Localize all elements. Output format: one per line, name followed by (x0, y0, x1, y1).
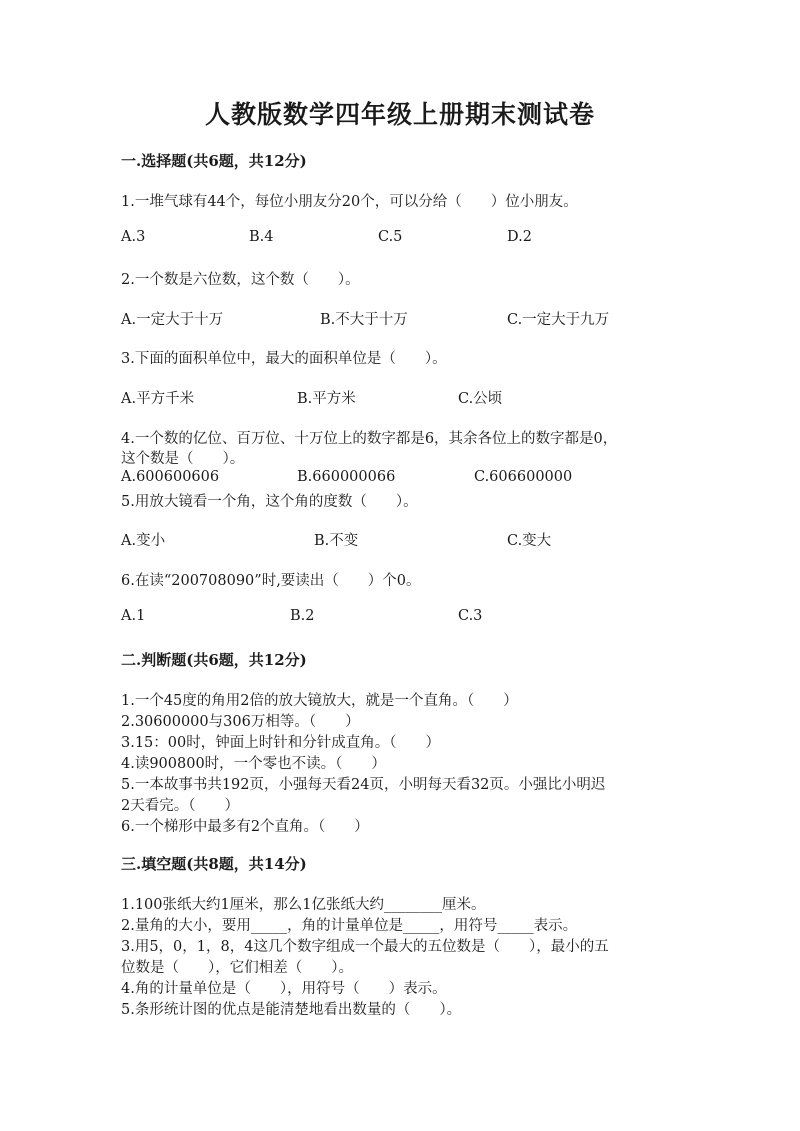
section-heading-choice: 一.选择题(共6题，共12分) (121, 152, 307, 170)
option: B.不大于十万 (320, 312, 408, 328)
question-text: 2.一个数是六位数，这个数（ ）。 (121, 272, 360, 288)
question-text: 5.用放大镜看一个角，这个角的度数（ ）。 (121, 494, 418, 510)
question-text: 5.一本故事书共192页，小强每天看24页，小明每天看32页。小强比小明迟 (121, 777, 606, 793)
option: B.660000066 (297, 469, 396, 485)
option: A.600600606 (121, 469, 220, 485)
option: C.3 (458, 608, 483, 624)
section-heading-fill-blank: 三.填空题(共8题，共14分) (121, 855, 307, 873)
question-text: 6.在读“200708090”时,要读出（ ）个0。 (121, 573, 421, 589)
question-text: 3.15：00时，钟面上时针和分针成直角。（ ） (121, 735, 440, 751)
option: D.2 (507, 229, 532, 245)
option: A.一定大于十万 (121, 312, 224, 328)
question-text: 2天看完。（ ） (121, 798, 239, 814)
option: C.5 (378, 229, 403, 245)
page-title: 人教版数学四年级上册期末测试卷 (204, 100, 595, 129)
question-text: 3.下面的面积单位中，最大的面积单位是（ ）。 (121, 351, 447, 367)
question-text: 2.30600000与306万相等。（ ） (121, 714, 360, 730)
option: C.606600000 (474, 469, 573, 485)
question-text: 1.100张纸大约1厘米，那么1亿张纸大约________厘米。 (121, 897, 486, 913)
question-text: 这个数是（ ）。 (121, 451, 245, 467)
question-text: 6.一个梯形中最多有2个直角。（ ） (121, 819, 369, 835)
question-text: 4.读900800时，一个零也不读。（ ） (121, 756, 386, 772)
option: A.平方千米 (121, 391, 195, 407)
question-text: 2.量角的大小，要用_____，角的计量单位是_____，用符号_____表示。 (121, 918, 578, 934)
option: C.一定大于九万 (507, 312, 610, 328)
option: A.3 (121, 229, 146, 245)
question-text: 1.一堆气球有44个，每位小朋友分20个，可以分给（ ）位小朋友。 (121, 194, 578, 210)
question-text: 位数是（ ），它们相差（ ）。 (121, 960, 353, 976)
question-text: 3.用5，0，1，8，4这几个数字组成一个最大的五位数是（ ），最小的五 (121, 939, 609, 955)
option: A.1 (121, 608, 146, 624)
option: A.变小 (121, 533, 166, 549)
question-text: 5.条形统计图的优点是能清楚地看出数量的（ ）。 (121, 1002, 462, 1018)
option: B.不变 (314, 533, 359, 549)
option: B.2 (290, 608, 315, 624)
option: B.4 (249, 229, 274, 245)
question-text: 4.一个数的亿位、百万位、十万位上的数字都是6，其余各位上的数字都是0， (121, 431, 618, 447)
option: B.平方米 (297, 391, 356, 407)
question-text: 1.一个45度的角用2倍的放大镜放大，就是一个直角。（ ） (121, 693, 518, 709)
option: C.变大 (507, 533, 552, 549)
section-heading-true-false: 二.判断题(共6题，共12分) (121, 651, 307, 669)
question-text: 4.角的计量单位是（ ），用符号（ ）表示。 (121, 981, 447, 997)
option: C.公顷 (458, 391, 503, 407)
